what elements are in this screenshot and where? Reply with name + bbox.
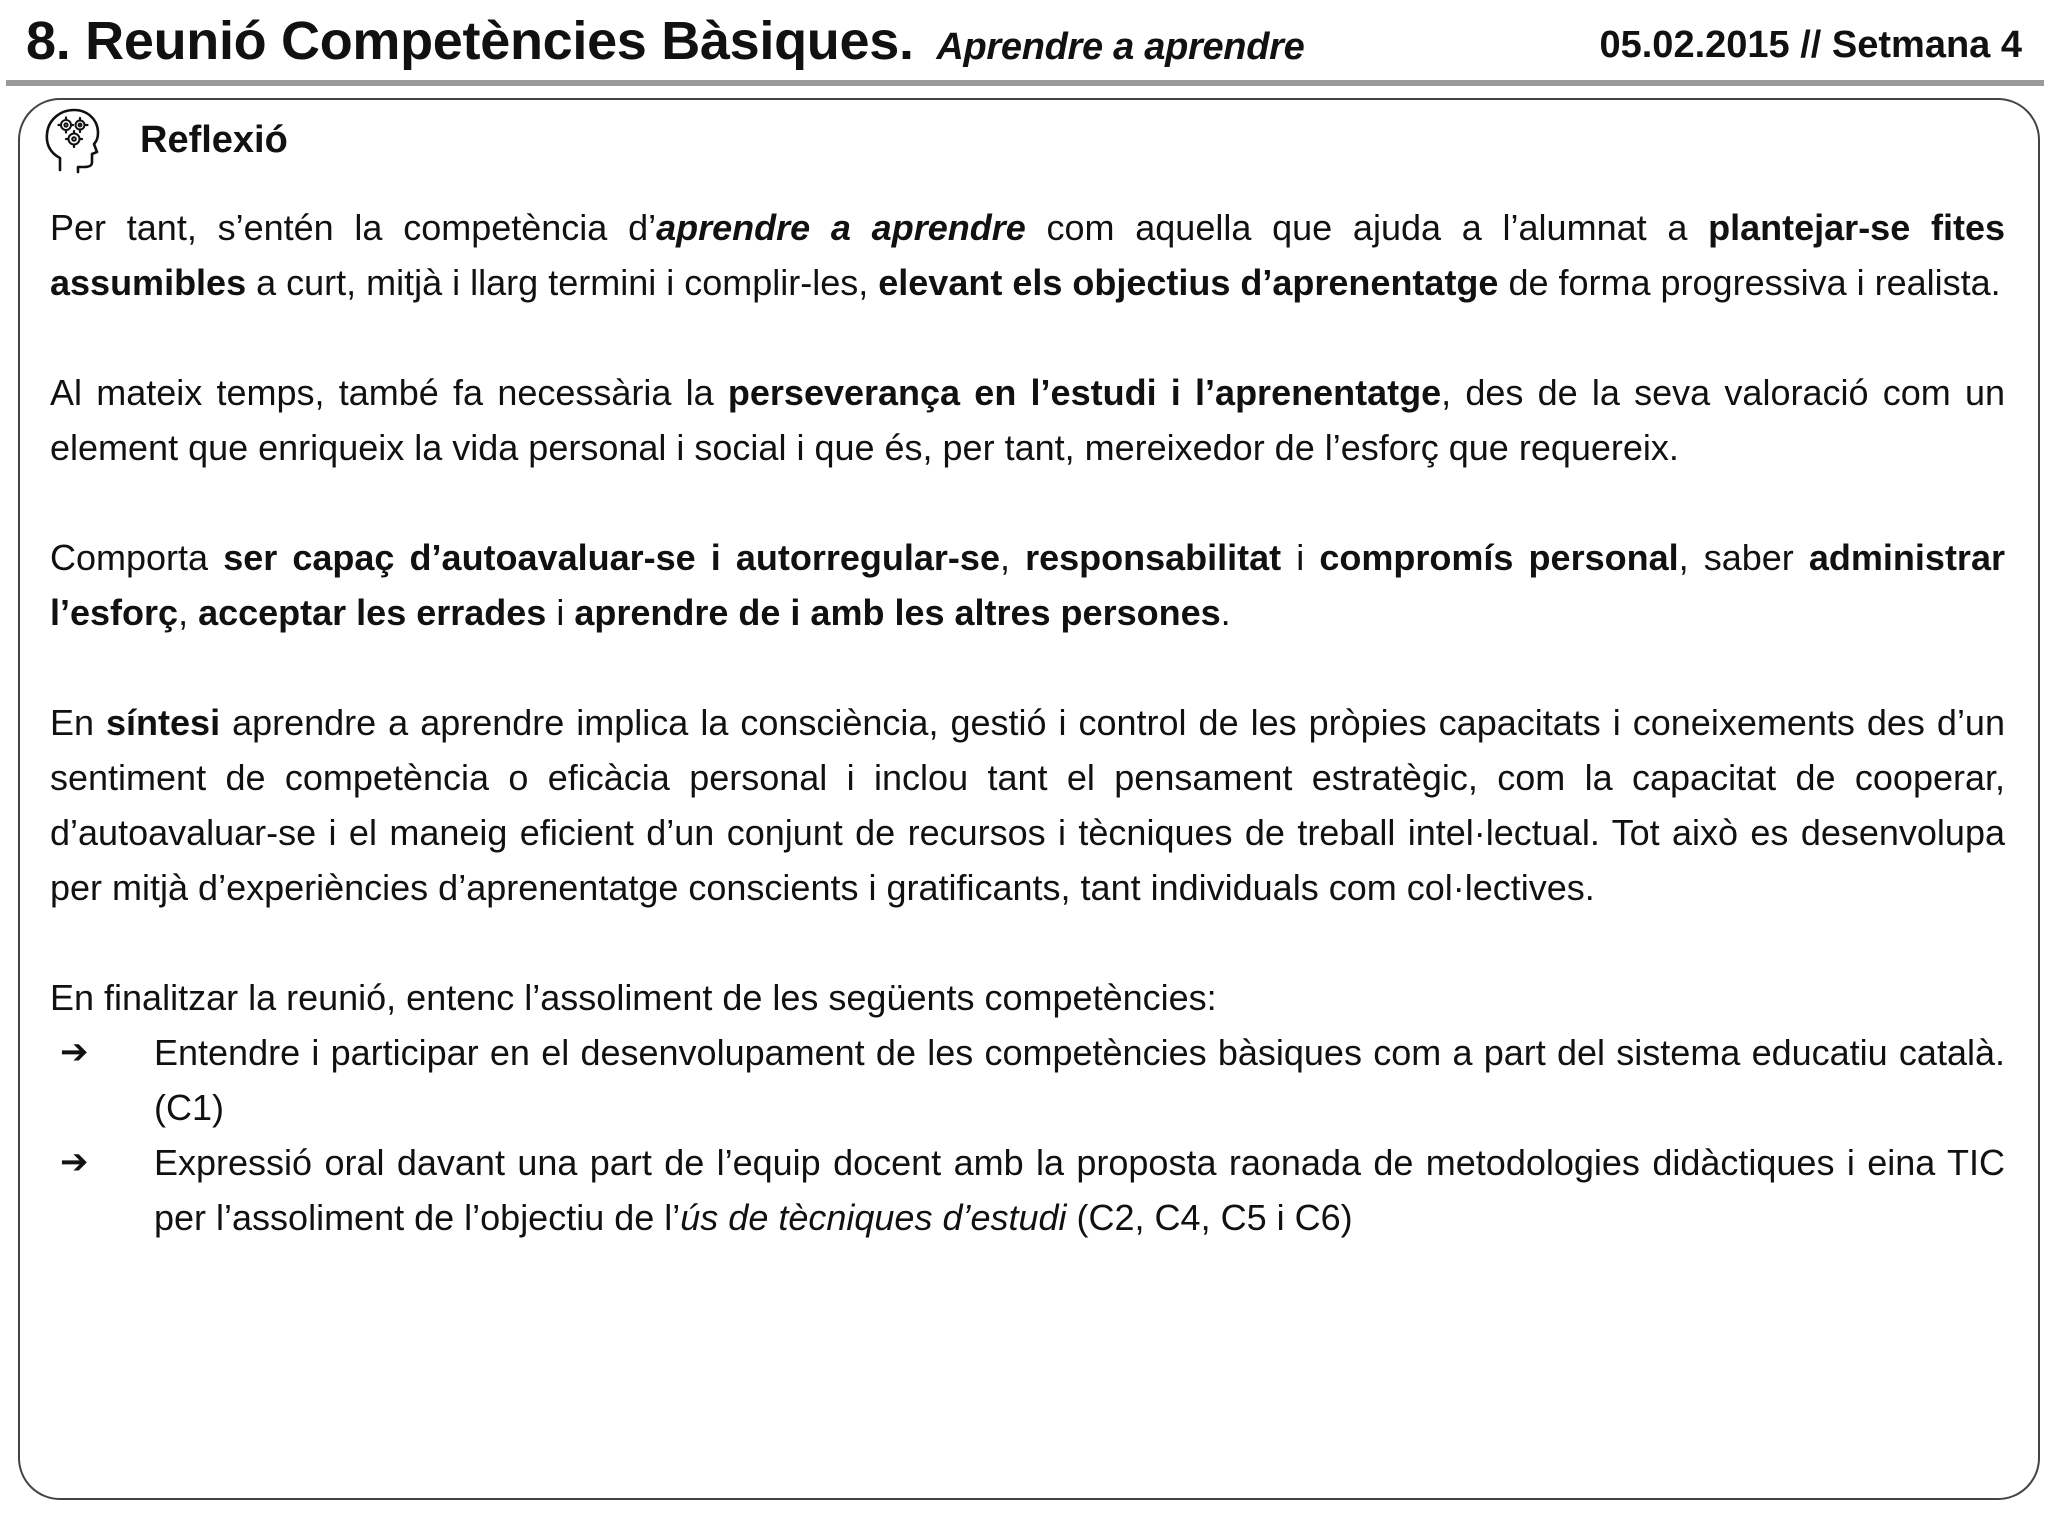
emphasis-run: plantejar-se fites assumibles [50, 207, 2005, 303]
emphasis-run: elevant els objectius d’aprenentatge [878, 262, 1499, 303]
page-header [0, 0, 2048, 88]
list-item [50, 1025, 2005, 1135]
emphasis-run: perseverança en l’estudi i l’aprenentatge [727, 372, 1442, 413]
emphasis-run: responsabilitat [1025, 537, 1282, 578]
text-run: , [178, 592, 199, 633]
page-subtitle: Aprendre a aprendre [936, 26, 1305, 68]
reflection-body [50, 200, 2005, 1245]
emphasis-run: aprendre de i amb les altres persones [574, 592, 1221, 633]
page-title [26, 10, 1304, 72]
text-run: Al mateix temps, també fa necessària la [50, 372, 728, 413]
date-week-label: 05.02.2015 // Setmana 4 [1599, 24, 2022, 66]
paragraph-synthesis [50, 695, 2005, 915]
text-run: Comporta [50, 537, 224, 578]
header-divider [6, 80, 2044, 86]
emphasis-run: ser capaç d’autoavaluar-se i autorregular-se [223, 537, 1000, 578]
text-run: i [546, 592, 575, 633]
competencies-intro: En finalitzar la reunió, entenc l’assoliment de les següents competències: [50, 977, 1217, 1018]
text-run: aprendre a aprendre implica la consciència, gestió i control de les pròpies capacitats i coneixements des d’un sentiment de competència o eficàcia personal i inclou tant el pensament estratègic, com la capacitat de cooperar, d’autoavaluar-se i el maneig eficient d’un conjunt de recursos i tècniques de treball intel·lectual. Tot això es desenvolupa per mitjà d’experiències d’aprenentatge conscients i gratificants, tant individuals com col·lectives. [50, 702, 2005, 908]
text-run: Per tant, s’entén la competència d’ [50, 207, 657, 248]
text-run: com aquella que ajuda a l’alumnat a [1025, 207, 1709, 248]
emphasis-run: administrar l’esforç [50, 537, 2005, 633]
emphasis-run: acceptar les errades [198, 592, 547, 633]
list-item [50, 1135, 2005, 1245]
section-title: Reflexió [140, 118, 288, 161]
arrow-right-icon: ➔ [60, 1143, 89, 1181]
text-run: de forma progressiva i realista. [1498, 262, 2001, 303]
text-run: , [999, 537, 1026, 578]
text-run: Entendre i participar en el desenvolupament de les competències bàsiques com a part del sistema educatiu català. (C1) [154, 1032, 2005, 1128]
text-run: En [50, 702, 107, 743]
text-run: , saber [1678, 537, 1809, 578]
page-title-text: 8. Reunió Competències Bàsiques. [26, 11, 914, 71]
arrow-right-icon: ➔ [60, 1033, 89, 1071]
emphasis-run: síntesi [106, 702, 221, 743]
text-run: , des de la seva valoració com un element que enriqueix la vida personal i social i que és, per tant, mereixedor de l’esforç que requereix. [50, 372, 2006, 468]
text-run: (C2, C4, C5 i C6) [1066, 1197, 1353, 1238]
text-run: i [1281, 537, 1320, 578]
emphasis-run: compromís personal [1319, 537, 1679, 578]
paragraph-definition [50, 200, 2005, 310]
head-gears-icon [40, 106, 102, 174]
paragraph-entails [50, 530, 2005, 640]
competencies-list [50, 1025, 2005, 1245]
emphasis-run: ús de tècniques d’estudi [680, 1197, 1067, 1238]
text-run: Expressió oral davant una part de l’equip docent amb la proposta raonada de metodologies didàctiques i eina TIC per l’assoliment de l’objectiu de l’ [154, 1142, 2005, 1238]
text-run: . [1220, 592, 1231, 633]
text-run: a curt, mitjà i llarg termini i complir-les, [246, 262, 879, 303]
paragraph-perseverance [50, 365, 2005, 475]
section-header [40, 105, 288, 175]
emphasis-run: aprendre a aprendre [656, 207, 1026, 248]
